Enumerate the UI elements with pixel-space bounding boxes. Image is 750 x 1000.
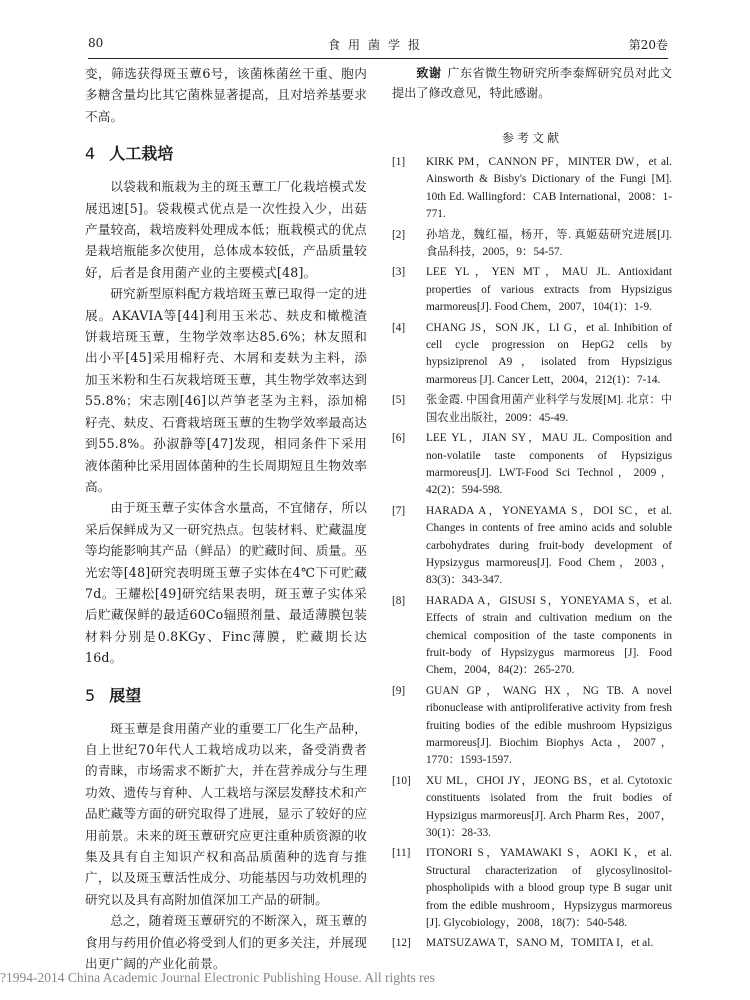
section-title: 人工栽培 <box>109 144 174 164</box>
reference-item <box>392 683 672 770</box>
journal-name: 食用菌学报 <box>327 38 428 52</box>
acknowledgement-label: 致谢 <box>416 66 442 80</box>
right-column <box>392 63 672 956</box>
section-number: 4 <box>85 144 96 164</box>
reference-number: [5] <box>392 394 406 407</box>
acknowledgement-text: 广东省微生物研究所李泰辉研究员对此文提出了修改意见，特此感谢。 <box>392 66 673 100</box>
reference-text: LEE YL，YEN MT，MAU JL. Antioxidant properties of various extracts from Hypsizigus marmoreus[J]. Food Chem，2007，104(1)：1-9. <box>426 266 672 314</box>
reference-item <box>392 320 672 390</box>
reference-text: LEE YL，JIAN SY，MAU JL. Composition and non-volatile taste components of Hypsizigus marmoreus[J]. LWT-Food Sci Technol，2009，42(2)：594-598. <box>426 432 672 497</box>
reference-text: XU ML，CHOI JY，JEONG BS，et al. Cytotoxic constituents isolated from the fruit bodies of Hypsizigus marmoreus[J]. Arch Pharm Res，2007，30(1)：28-33. <box>426 774 672 840</box>
reference-text: MATSUZAWA T，SANO M，TOMITA I，et al. <box>426 937 654 950</box>
volume-label: 第20卷 <box>628 38 668 52</box>
reference-item <box>392 264 672 316</box>
reference-number: [7] <box>392 504 406 517</box>
reference-number: [6] <box>392 432 406 445</box>
reference-item <box>392 773 672 843</box>
reference-number: [9] <box>392 684 406 697</box>
paragraph: 斑玉蕈是食用菌产业的重要工厂化生产品种，自上世纪70年代人工栽培成功以来，备受消费者的青睐，市场需求不断扩大，并在营养成分与生理功效、遗传与育种、人工栽培与深层发酵技术和产品贮藏等方面的研究取得了进展，显示了较好的应用前景。未来的斑玉蕈研究应更注重种质资源的收集及具有自主知识产权和高品质菌种的选育与推广，以及斑玉蕈活性成分、功能基因与功效机理的研究以及具有高附加值深加工产品的研制。 <box>85 720 367 907</box>
reference-text: GUAN GP，WANG HX，NG TB. A novel ribonuclease with antiproliferative activity from fresh fruiting bodies of the edible mushroom Hypsizigus marmoreus[J]. Biochim Biophys Acta，2007，1770：1593-1597. <box>426 684 672 767</box>
reference-text: 孙培龙，魏红福，杨开，等. 真姬菇研究进展[J]. 食品科技，2005，9：54-57. <box>426 228 672 259</box>
reference-item <box>392 227 672 262</box>
paragraph: 由于斑玉蕈子实体含水量高，不宜储存，所以采后保鲜成为又一研究热点。包装材料、贮藏温度等均能影响其产品（鲜品）的贮藏时间、质量。巫光宏等[48]研究表明斑玉蕈子实体在4℃下可贮藏7d。王耀松[49]研究结果表明，斑玉蕈子实体采后贮藏保鲜的最适60Co辐照剂量、最适薄膜包装材料分别是0.8KGy、Finc薄膜，贮藏期长达16d。 <box>85 500 367 666</box>
paragraph: 研究新型原料配方栽培斑玉蕈已取得一定的进展。AKAVIA等[44]利用玉米芯、麸皮和橄榄渣饼栽培斑玉蕈，生物学效率达85.6%；林友照和出小平[45]采用棉籽壳、木屑和麦麸为主料，添加玉米粉和生石灰栽培斑玉蕈，其生物学效率达到55.8%；宋志刚[46]以芦笋老茎为主料，添加棉籽壳、麸皮、石膏栽培斑玉蕈的生物学效率最高达到55.8%。孙淑静等[47]发现，相同条件下采用液体菌种比采用固体菌种的生长周期短且生物效率高。 <box>85 286 367 494</box>
paragraph: 总之，随着斑玉蕈研究的不断深入，斑玉蕈的食用与药用价值必将受到人们的更多关注，并展现出更广阔的产业化前景。 <box>85 913 367 972</box>
reference-number: [1] <box>392 156 406 168</box>
reference-list <box>392 154 672 953</box>
paragraph: 以袋栽和瓶栽为主的斑玉蕈工厂化栽培模式发展迅速[5]。袋栽模式优点是一次性投入少，出菇产量较高，栽培废料处理成本低；瓶栽模式的优点是栽培瓶能多次使用，总体成本较低，产品质量较好，后者是食用菌产业的主要模式[48]。 <box>85 179 367 280</box>
reference-text: 张金霞. 中国食用菌产业科学与发展[M]. 北京：中国农业出版社，2009：45-49. <box>426 394 672 424</box>
reference-text: HARADA A，YONEYAMA S，DOI SC，et al. Changes in contents of free amino acids and soluble carbohydrates during fruit-body development of Hypsizygus marmoreus[J]. Food Chem，2003，83(3)：343-347. <box>426 504 672 587</box>
reference-item <box>392 154 672 224</box>
section-4-heading <box>85 141 367 164</box>
reference-number: [2] <box>392 228 406 241</box>
section-title: 展望 <box>109 685 142 705</box>
reference-item <box>392 430 672 500</box>
page-header <box>88 36 668 59</box>
reference-text: KIRK PM，CANNON PF，MINTER DW，et al. Ainsworth & Bisby's Dictionary of the Fungi [M]. 10th Ed. Wallingford：CAB International，2008：1-771. <box>426 156 672 221</box>
reference-number: [4] <box>392 321 406 334</box>
section-5-heading <box>85 683 367 706</box>
reference-item <box>392 503 672 590</box>
reference-item <box>392 593 672 680</box>
reference-item <box>392 935 672 952</box>
reference-item <box>392 392 672 427</box>
section-number: 5 <box>85 685 96 705</box>
reference-number: [8] <box>392 594 406 607</box>
reference-text: CHANG JS，SON JK，LI G，et al. Inhibition of cell cycle progression on HepG2 cells by hypsiziprenol A9，isolated from Hypsizigus marmoreus [J]. Cancer Lett，2004，212(1)：7-14. <box>426 321 672 386</box>
intro-paragraph: 变，筛选获得斑玉蕈6号，该菌株菌丝干重、胞内多糖含量均比其它菌株显著提高，且对培养基要求不高。 <box>85 66 367 124</box>
reference-number: [11] <box>392 847 411 860</box>
reference-number: [10] <box>392 774 411 787</box>
acknowledgement <box>392 63 672 103</box>
reference-number: [12] <box>392 937 411 950</box>
copyright-footer: ?1994-2014 China Academic Journal Electronic Publishing House. All rights res <box>0 970 435 985</box>
page-number: 80 <box>88 36 104 50</box>
reference-text: ITONORI S，YAMAWAKI S，AOKI K，et al. Structural characterization of glycosylinositol-phospholipids with a blood group type B sugar unit from the edible mushroom，Hypsizygus marmoreus [J]. Glycobiology，2008，18(7)：540-548. <box>426 847 672 930</box>
reference-item <box>392 845 672 932</box>
left-column <box>85 63 367 974</box>
reference-text: HARADA A，GISUSI S，YONEYAMA S，et al. Effects of strain and cultivation medium on the chemical composition of the taste components in fruit-body of Hypsizygus marmoreus [J]. Food Chem，2004，84(2)：265-270. <box>426 594 672 677</box>
reference-number: [3] <box>392 266 406 279</box>
references-title: 参考文献 <box>501 131 562 145</box>
